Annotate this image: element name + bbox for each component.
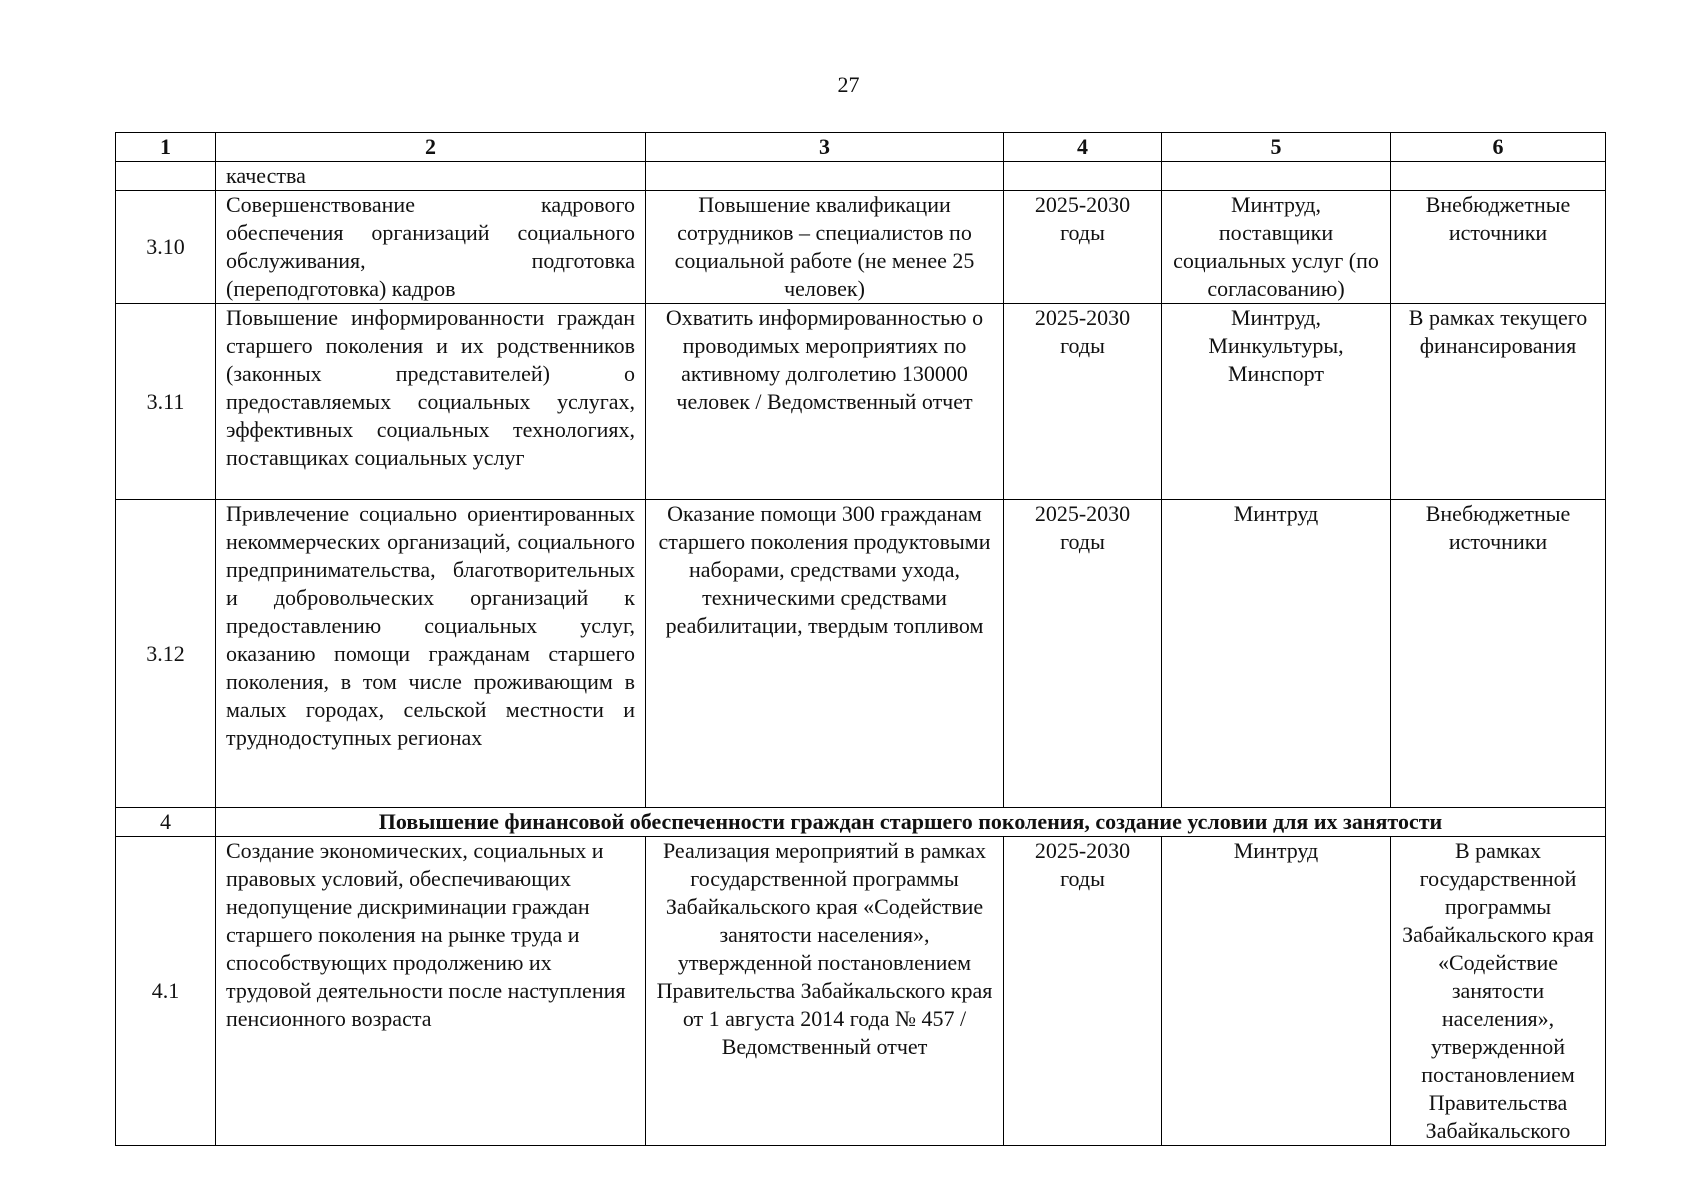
cell-source: Внебюджетные источники	[1391, 500, 1606, 808]
cell-result: Реализация мероприятий в рамках государственной программы Забайкальского края «Содействие занятости населения», утвержденной постановлением Правительства Забайкальского края от 1 августа 2014 года № 457 / Ведомственный отчет	[646, 837, 1004, 1146]
cell-period: 2025-2030 годы	[1004, 191, 1162, 304]
table-row	[116, 500, 1606, 808]
column-number-1: 1	[116, 133, 216, 162]
cell-result	[646, 162, 1004, 191]
cell-measure: качества	[216, 162, 646, 191]
cell-measure: Совершенствование кадрового обеспечения организаций социального обслуживания, подготовка (переподготовка) кадров	[216, 191, 646, 304]
cell-result: Охватить информированностью о проводимых мероприятиях по активному долголетию 130000 человек / Ведомственный отчет	[646, 304, 1004, 500]
cell-result: Повышение квалификации сотрудников – специалистов по социальной работе (не менее 25 человек)	[646, 191, 1004, 304]
cell-measure: Повышение информированности граждан старшего поколения и их родственников (законных представителей) о предоставляемых социальных услугах, эффективных социальных технологиях, поставщиках социальных услуг	[216, 304, 646, 500]
cell-period: 2025-2030 годы	[1004, 837, 1162, 1146]
cell-num: 4.1	[116, 837, 216, 1146]
cell-num: 3.12	[116, 500, 216, 808]
cell-num	[116, 162, 216, 191]
table-row	[116, 837, 1606, 1146]
cell-executor	[1162, 162, 1391, 191]
cell-executor: Минтруд, поставщики социальных услуг (по согласованию)	[1162, 191, 1391, 304]
column-number-4: 4	[1004, 133, 1162, 162]
cell-executor: Минтруд	[1162, 500, 1391, 808]
section-title: Повышение финансовой обеспеченности граждан старшего поколения, создание условии для их занятости	[216, 808, 1606, 837]
cell-source	[1391, 162, 1606, 191]
cell-executor: Минтруд	[1162, 837, 1391, 1146]
cell-source: В рамках государственной программы Забайкальского края «Содействие занятости населения», утвержденной постановлением Правительства Забайкальского	[1391, 837, 1606, 1146]
cell-num: 3.11	[116, 304, 216, 500]
cell-period: 2025-2030 годы	[1004, 500, 1162, 808]
cell-source: Внебюджетные источники	[1391, 191, 1606, 304]
column-number-2: 2	[216, 133, 646, 162]
table-row	[116, 304, 1606, 500]
continuation-row	[116, 162, 1606, 191]
cell-period: 2025-2030 годы	[1004, 304, 1162, 500]
column-number-3: 3	[646, 133, 1004, 162]
cell-result: Оказание помощи 300 гражданам старшего поколения продуктовыми наборами, средствами ухода, техническими средствами реабилитации, твердым топливом	[646, 500, 1004, 808]
cell-measure: Создание экономических, социальных и правовых условий, обеспечивающих недопущение дискриминации граждан старшего поколения на рынке труда и способствующих продолжению их трудовой деятельности после наступления пенсионного возраста	[216, 837, 646, 1146]
table-row	[116, 191, 1606, 304]
cell-source: В рамках текущего финансирования	[1391, 304, 1606, 500]
column-number-6: 6	[1391, 133, 1606, 162]
cell-period	[1004, 162, 1162, 191]
cell-num: 3.10	[116, 191, 216, 304]
cell-measure: Привлечение социально ориентированных некоммерческих организаций, социального предпринимательства, благотворительных и добровольческих организаций к предоставлению социальных услуг, оказанию помощи гражданам старшего поколения, в том числе проживающим в малых городах, сельской местности и труднодоступных регионах	[216, 500, 646, 808]
column-number-5: 5	[1162, 133, 1391, 162]
page-number: 27	[837, 72, 860, 97]
section-row	[116, 808, 1606, 837]
cell-executor: Минтруд, Минкультуры, Минспорт	[1162, 304, 1391, 500]
measures-table	[115, 132, 1606, 1146]
column-number-row	[116, 133, 1606, 162]
section-number: 4	[116, 808, 216, 837]
